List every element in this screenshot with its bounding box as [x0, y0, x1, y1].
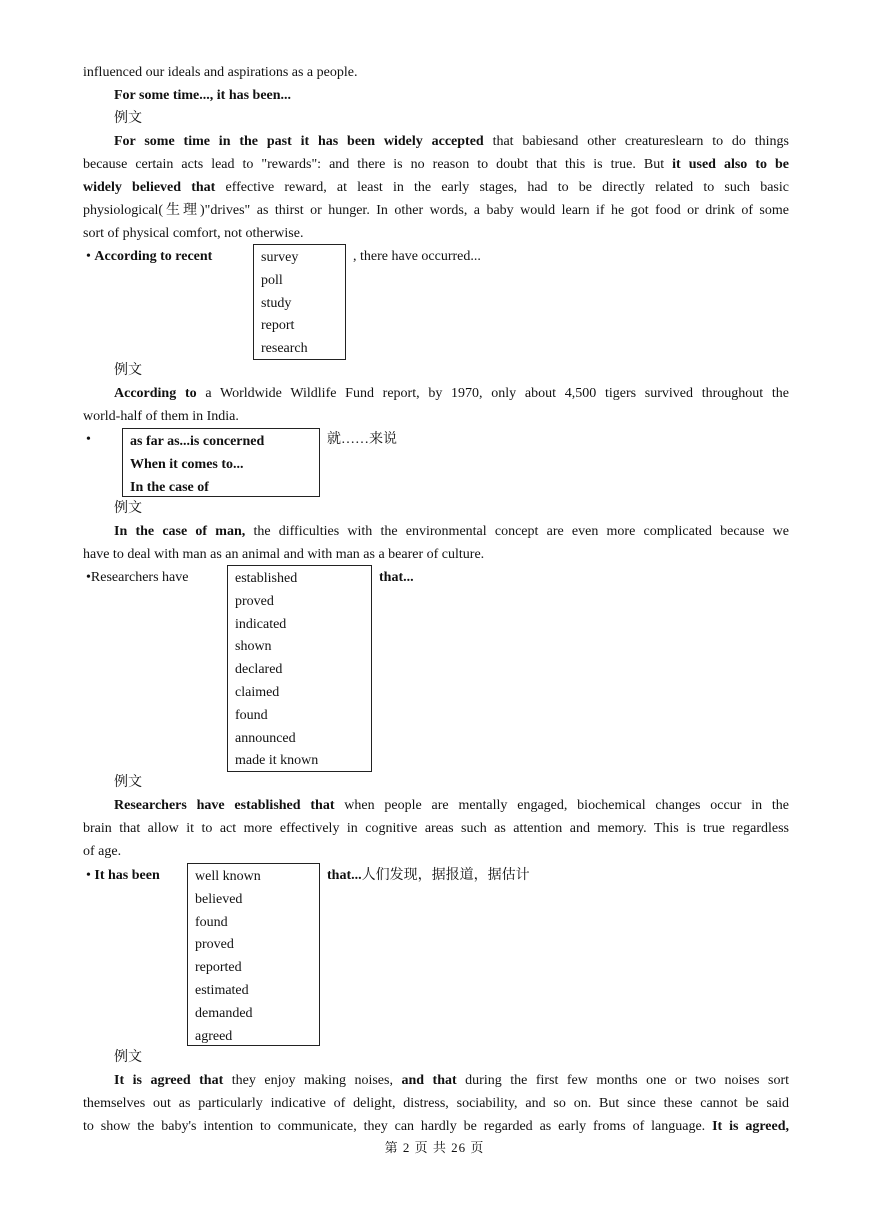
s4-option: declared — [235, 662, 283, 678]
s5-option: well known — [195, 869, 261, 884]
s3-para-line-2: have to deal with man as an animal and with man as a bearer of culture. — [83, 547, 485, 562]
s3-option: In the case of — [130, 479, 209, 495]
intro-line: influenced our ideals and aspirations as a people. — [83, 65, 358, 80]
s2-lead: • According to recent — [86, 249, 213, 264]
s2-example-label: 例文 — [114, 363, 142, 378]
s1-para-line-2: because certain acts lead to "rewards": and there is no reason to doubt that this is true. But it used also to be — [83, 157, 789, 172]
s4-options-box — [227, 565, 372, 772]
s1-para-line-5: sort of physical comfort, not otherwise. — [83, 226, 304, 241]
s3-example-label: 例文 — [114, 501, 142, 516]
s2-para-line-1: According to a Worldwide Wildlife Fund report, by 1970, only about 4,500 tigers survived throughout the — [114, 386, 789, 401]
s4-option: made it known — [235, 753, 319, 769]
s2-option: survey — [261, 250, 299, 265]
s1-para-line-1: For some time in the past it has been widely accepted that babiesand other creatureslearn to do things — [114, 134, 790, 149]
s2-para-line-2: world-half of them in India. — [83, 409, 239, 424]
s4-para-line-2: brain that allow it to act more effectively in cognitive areas such as attention and memory. This is true regardless — [83, 821, 789, 836]
s3-option: as far as...is concerned — [130, 434, 265, 449]
s2-option: study — [261, 295, 292, 311]
s4-example-label: 例文 — [114, 775, 142, 790]
s4-tail: that... — [379, 570, 414, 585]
s4-para-line-1: Researchers have established that when people are mentally engaged, biochemical changes occur in the — [114, 798, 789, 813]
s3-gloss: 就……来说 — [327, 432, 397, 447]
s5-lead: • It has been — [86, 868, 160, 883]
s4-option: proved — [235, 593, 274, 609]
s5-option: found — [195, 914, 228, 930]
s2-option: research — [261, 341, 308, 357]
s3-para-line-1: In the case of man, the difficulties with the environmental concept are even more complicated because we — [114, 524, 789, 539]
s1-para-line-4: physiological(生理)"drives" as thirst or hunger. In other words, a baby would learn if he got food or drink of some — [83, 203, 789, 218]
s5-para-line-2: themselves out as particularly indicative of delight, distress, sociability, and so on. But since these cannot be said — [83, 1096, 789, 1111]
s5-option: estimated — [195, 982, 249, 998]
s4-para-line-3: of age. — [83, 844, 122, 859]
s2-options-box — [253, 244, 346, 360]
s5-tail: that...人们发现，据报道，据估计 — [327, 868, 530, 883]
s5-para-line-3: to show the baby's intention to communicate, they can hardly be regarded as early froms of language. It is agreed, — [83, 1119, 789, 1134]
s4-option: announced — [235, 730, 296, 746]
s4-option: shown — [235, 639, 272, 655]
s3-options-box — [122, 428, 320, 497]
s2-option: poll — [261, 272, 283, 288]
s4-option: established — [235, 571, 298, 586]
s2-option: report — [261, 318, 295, 334]
s4-option: found — [235, 707, 268, 723]
page-footer: 第 2 页 共 26 页 — [384, 1140, 485, 1155]
s4-lead: •Researchers have — [86, 570, 189, 585]
s5-para-line-1: It is agreed that they enjoy making noises, and that during the first few months one or two noises sort — [114, 1073, 790, 1088]
s1-heading: For some time..., it has been... — [114, 88, 292, 103]
s2-tail: , there have occurred... — [353, 249, 481, 264]
s5-option: agreed — [195, 1028, 233, 1044]
s4-option: claimed — [235, 684, 280, 700]
s5-option: reported — [195, 960, 242, 976]
s5-option: proved — [195, 937, 234, 953]
s5-option: demanded — [195, 1005, 253, 1021]
s5-options-box — [187, 863, 320, 1046]
s1-example-label: 例文 — [114, 111, 142, 126]
s4-option: indicated — [235, 616, 287, 632]
s1-para-line-3: widely believed that effective reward, at least in the early stages, had to be directly related to such basic — [83, 180, 789, 195]
s3-option: When it comes to... — [130, 456, 244, 472]
s5-option: believed — [195, 891, 243, 907]
s5-example-label: 例文 — [114, 1050, 142, 1065]
s3-bullet: • — [86, 432, 91, 447]
